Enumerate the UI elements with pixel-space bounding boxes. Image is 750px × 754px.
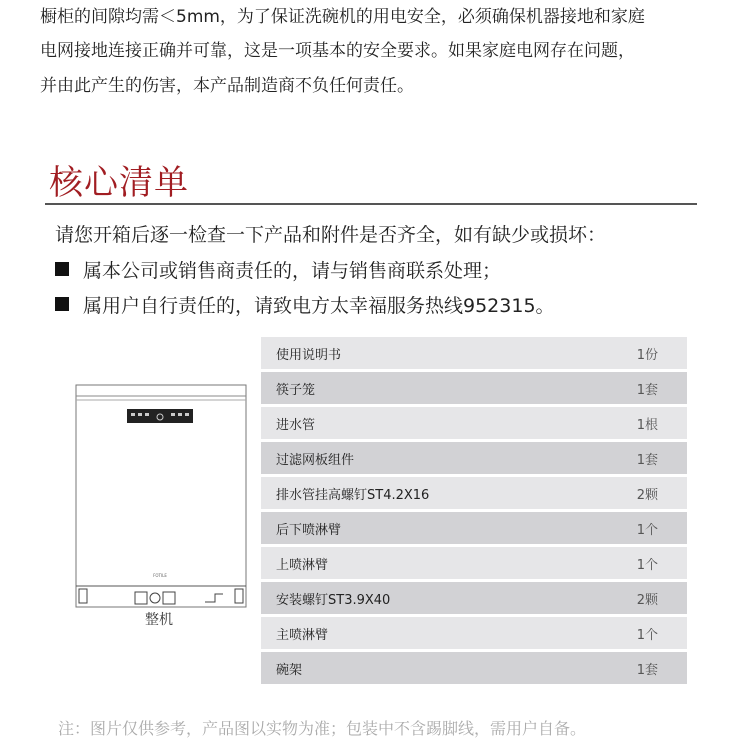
table-row [261, 337, 687, 369]
bullet-text: 属本公司或销售商责任的，请与销售商联系处理； [83, 260, 502, 282]
item-name: 安装螺钉ST3.9X40 [276, 592, 391, 608]
brand-mark: FOTILE [153, 573, 167, 578]
square-bullet-icon [55, 297, 69, 311]
item-qty: 2颗 [636, 592, 658, 608]
item-qty: 1根 [636, 417, 658, 433]
table-row [261, 617, 687, 649]
table-row [261, 477, 687, 509]
footnote: 注：图片仅供参考，产品图以实物为准；包装中不含踢脚线，需用户自备。 [58, 719, 587, 738]
table-row [261, 652, 687, 684]
item-qty: 1个 [636, 627, 658, 643]
divider [45, 203, 697, 205]
table-row [261, 442, 687, 474]
warning-line: 电网接地连接正确并可靠，这是一项基本的安全要求。如果家庭电网存在问题， [40, 41, 635, 61]
item-name: 碗架 [276, 662, 303, 678]
accessory-table [261, 337, 687, 687]
item-name: 过滤网板组件 [276, 452, 355, 468]
item-qty: 1个 [636, 522, 658, 538]
square-bullet-icon [55, 262, 69, 276]
item-qty: 1套 [636, 382, 658, 398]
item-qty: 1套 [636, 662, 658, 678]
table-row [261, 547, 687, 579]
warning-line: 并由此产生的伤害，本产品制造商不负任何责任。 [40, 76, 414, 96]
item-name: 使用说明书 [276, 347, 342, 363]
item-qty: 1份 [636, 347, 658, 363]
item-name: 筷子笼 [276, 382, 316, 398]
item-qty: 2颗 [636, 487, 658, 503]
item-name: 主喷淋臂 [276, 627, 329, 643]
bullet-item [55, 256, 501, 283]
table-row [261, 512, 687, 544]
table-row [261, 372, 687, 404]
machine-label: 整机 [145, 612, 173, 628]
item-name: 进水管 [276, 417, 316, 433]
section-title: 核心清单 [49, 163, 189, 203]
item-qty: 1个 [636, 557, 658, 573]
intro-text: 请您开箱后逐一检查一下产品和附件是否齐全，如有缺少或损坏： [55, 224, 607, 246]
item-qty: 1套 [636, 452, 658, 468]
table-row [261, 407, 687, 439]
warning-line: 橱柜的间隙均需＜5mm，为了保证洗碗机的用电安全，必须确保机器接地和家庭 [40, 7, 645, 27]
table-row [261, 582, 687, 614]
bullet-text: 属用户自行责任的，请致电方太幸福服务热线952315。 [83, 295, 555, 317]
item-name: 后下喷淋臂 [276, 522, 342, 538]
item-name: 排水管挂高螺钉ST4.2X16 [276, 487, 430, 503]
bullet-item [55, 291, 555, 318]
item-name: 上喷淋臂 [276, 557, 329, 573]
dishwasher-illustration [75, 384, 247, 609]
